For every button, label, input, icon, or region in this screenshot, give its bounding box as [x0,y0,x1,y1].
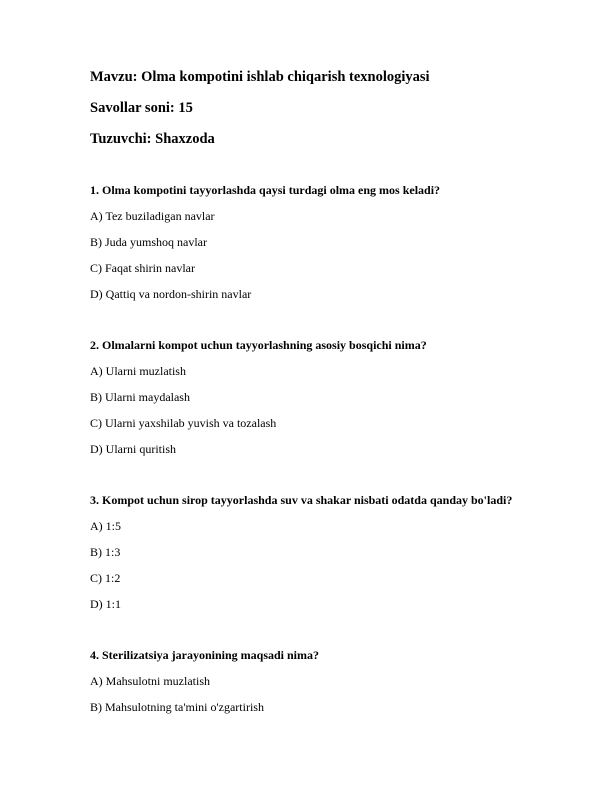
question-2-option-d: D) Ularni quritish [90,442,176,456]
question-3-option-d: D) 1:1 [90,597,121,611]
topic-heading: Mavzu: Olma kompotini ishlab chiqarish texnologiyasi [90,69,430,85]
question-count: Savollar soni: 15 [90,100,193,116]
question-1: 1. Olma kompotini tayyorlashda qaysi turdagi olma eng mos keladi? [90,183,441,197]
question-4-option-b: B) Mahsulotning ta'mini o'zgartirish [90,700,264,714]
question-3-option-c: C) 1:2 [90,571,121,585]
question-2-option-c: C) Ularni yaxshilab yuvish va tozalash [90,416,277,430]
question-2-option-b: B) Ularni maydalash [90,390,190,404]
author-line: Tuzuvchi: Shaxzoda [90,131,215,147]
question-1-option-d: D) Qattiq va nordon-shirin navlar [90,287,252,301]
question-2-option-a: A) Ularni muzlatish [90,364,186,378]
question-3: 3. Kompot uchun sirop tayyorlashda suv va shakar nisbati odatda qanday bo'ladi? [90,493,513,507]
question-1-option-c: C) Faqat shirin navlar [90,261,195,275]
question-4-option-a: A) Mahsulotni muzlatish [90,674,210,688]
question-1-option-b: B) Juda yumshoq navlar [90,235,207,249]
question-1-option-a: A) Tez buziladigan navlar [90,209,215,223]
question-2: 2. Olmalarni kompot uchun tayyorlashning asosiy bosqichi nima? [90,338,427,352]
question-4: 4. Sterilizatsiya jarayonining maqsadi nima? [90,648,320,662]
question-3-option-b: B) 1:3 [90,545,121,559]
question-3-option-a: A) 1:5 [90,519,121,533]
